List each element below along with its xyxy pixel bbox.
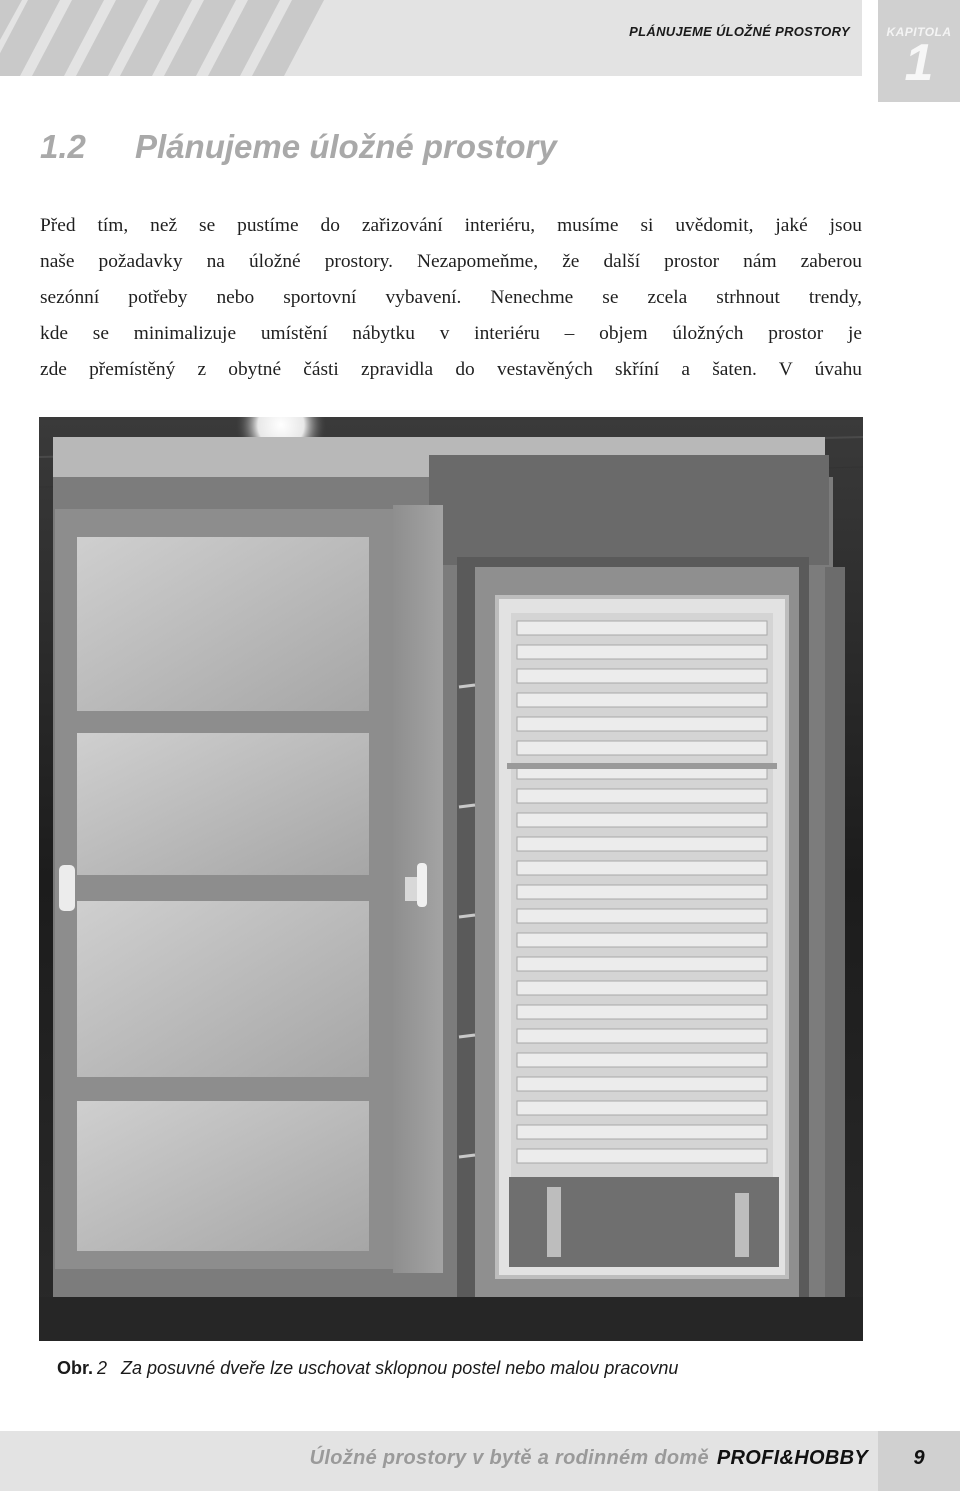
running-header-title: PLÁNUJEME ÚLOŽNÉ PROSTORY xyxy=(629,24,850,39)
section-heading xyxy=(40,128,557,166)
body-line: kde se minimalizuje umístění nábytku v interiéru – objem úložných prostor je xyxy=(40,323,862,344)
section-title: Plánujeme úložné prostory xyxy=(135,128,557,165)
figure-number: 2 xyxy=(97,1358,108,1378)
figure-caption xyxy=(57,1358,678,1379)
page-header xyxy=(0,0,862,76)
section-number: 1.2 xyxy=(40,128,86,165)
chapter-number: 1 xyxy=(904,34,934,92)
chapter-tab xyxy=(878,0,960,102)
body-paragraph xyxy=(40,208,862,388)
body-line: zde přemístěný z obytné části zpravidla do vestavěných skříní a šaten. V úvahu xyxy=(40,359,862,380)
chapter-label: KAPITOLA xyxy=(886,25,952,39)
header-stripes-decoration xyxy=(0,0,360,76)
figure-photo-wardrobe-foldaway-bed xyxy=(39,417,863,1341)
page-footer xyxy=(0,1431,878,1491)
figure-caption-text: Za posuvné dveře lze uschovat sklopnou postel nebo malou pracovnu xyxy=(121,1358,679,1378)
publisher-brand: PROFI&HOBBY xyxy=(716,1447,868,1469)
footer-title-text: Úložné prostory v bytě a rodinném domě xyxy=(309,1447,709,1469)
figure-label: Obr. xyxy=(57,1358,94,1378)
body-line: sezónní potřeby nebo sportovní vybavení. Nenechme se zcela strhnout trendy, xyxy=(40,287,862,308)
body-line: naše požadavky na úložné prostory. Nezapomeňme, že další prostor nám zaberou xyxy=(40,251,862,272)
page-number-box xyxy=(878,1431,960,1491)
page-number: 9 xyxy=(913,1447,925,1469)
footer-book-title xyxy=(310,1447,868,1470)
body-line: Před tím, než se pustíme do zařizování interiéru, musíme si uvědomit, jaké jsou xyxy=(40,215,862,236)
